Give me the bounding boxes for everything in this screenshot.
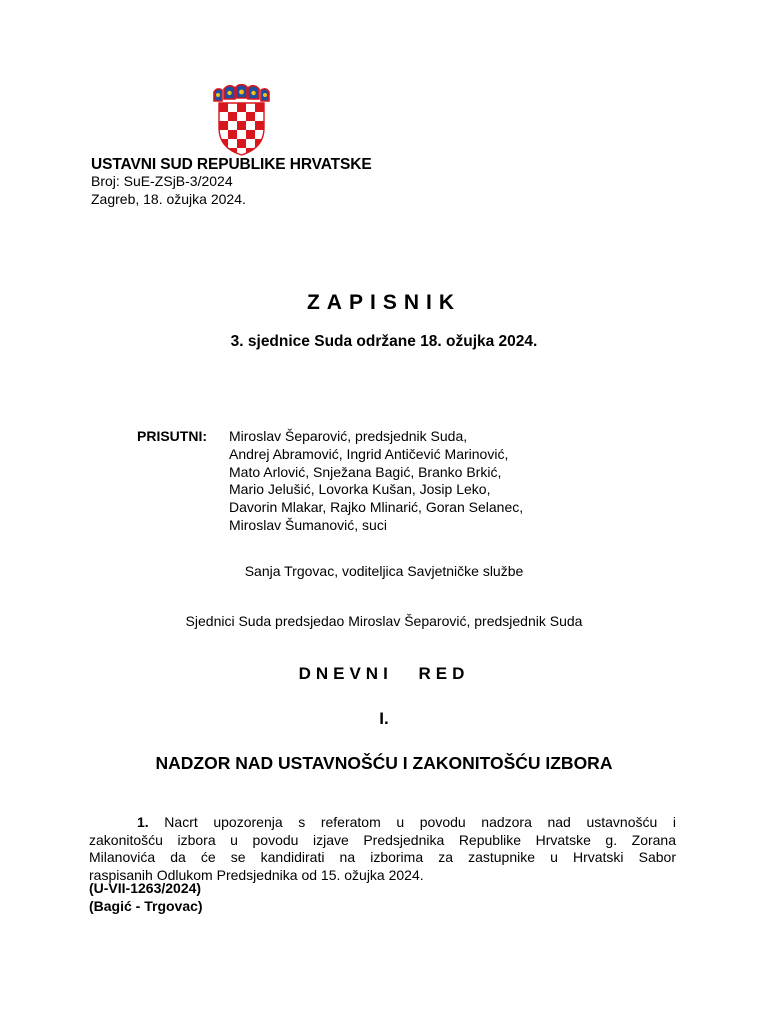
shield-square [228, 130, 237, 139]
item-number: 1. [137, 814, 149, 830]
shield-square [219, 103, 228, 112]
present-line: Davorin Mlakar, Rajko Mlinarić, Goran Selanec, [229, 499, 524, 516]
shield-square [246, 130, 255, 139]
court-name: USTAVNI SUD REPUBLIKE HRVATSKE [91, 156, 372, 173]
present-line: Miroslav Šumanović, suci [229, 516, 387, 533]
shield-square [255, 103, 264, 112]
present-line: Mato Arlović, Snježana Bagić, Branko Brkić, [229, 463, 502, 480]
shield-square [237, 121, 246, 130]
present-line: Andrej Abramović, Ingrid Antičević Marinović, [229, 445, 509, 462]
crown [214, 85, 269, 102]
document-title: ZAPISNIK [306, 291, 461, 314]
present-label: PRISUTNI: [137, 428, 207, 444]
present-line: Miroslav Šeparović, predsjednik Suda, [229, 428, 468, 444]
item-line: Milanovića da će se kandidirati na izborima za zastupnike u Hrvatski Sabor [89, 849, 676, 865]
chair-line: Sjednici Suda predsjedao Miroslav Šeparović, predsjednik Suda [185, 613, 583, 629]
shield-square [237, 139, 246, 148]
croatian-coat-of-arms-icon [211, 84, 272, 156]
shield-square [246, 112, 255, 121]
rapporteurs: (Bagić - Trgovac) [89, 898, 203, 914]
shield-square [228, 112, 237, 121]
advisor-line: Sanja Trgovac, voditeljica Savjetničke službe [244, 563, 524, 579]
document-subtitle: 3. sjednice Suda održane 18. ožujka 2024. [230, 333, 538, 350]
shield-square [255, 121, 264, 130]
place-date: Zagreb, 18. ožujka 2024. [91, 191, 246, 207]
present-list [229, 428, 523, 535]
section-title: NADZOR NAD USTAVNOŠĆU I ZAKONITOŠĆU IZBORA [155, 753, 613, 773]
checkerboard-shield [219, 103, 264, 156]
item-line: zakonitošću izbora u povodu izjave Predsjednika Republike Hrvatske g. Zorana [89, 831, 676, 848]
case-number: Broj: SuE-ZSjB-3/2024 [91, 173, 233, 189]
item-text: Nacrt upozorenja s referatom u povodu nadzora nad ustavnošću i [164, 814, 676, 830]
section-number: I. [379, 709, 389, 728]
shield-square [219, 121, 228, 130]
shield-square [237, 103, 246, 112]
case-reference: (U-VII-1263/2024) [89, 880, 202, 896]
present-line: Mario Jelušić, Lovorka Kušan, Josip Leko, [229, 481, 491, 498]
item-line-first [89, 814, 676, 832]
agenda-heading: DNEVNI RED [298, 664, 470, 683]
item-line: raspisanih Odlukom Predsjednika od 15. ožujka 2024. [89, 866, 424, 883]
agenda-item-1 [89, 814, 676, 884]
